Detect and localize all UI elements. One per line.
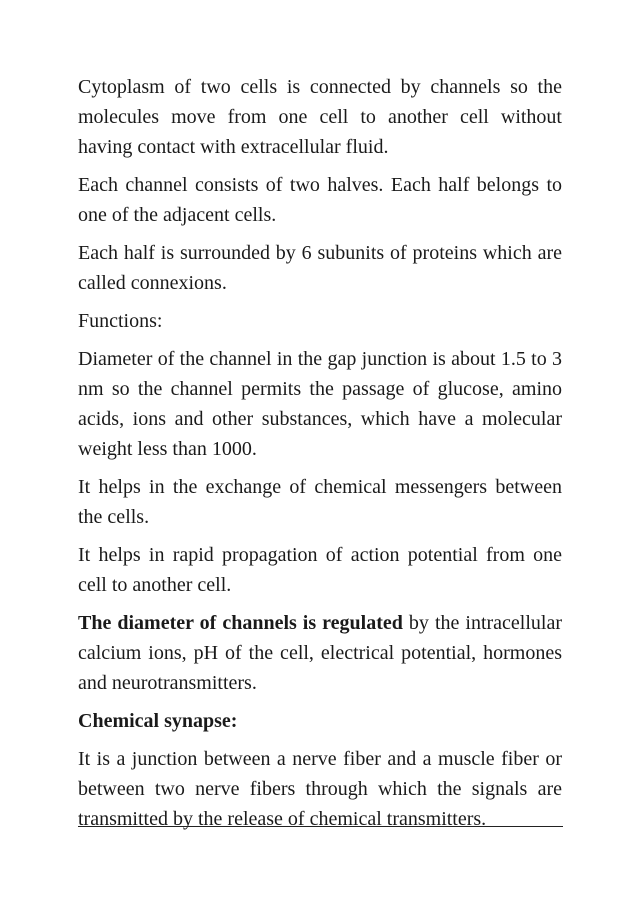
paragraph-cytoplasm: Cytoplasm of two cells is connected by channels so the molecules move from one cell to another cell without having contact with extracellular fluid. [78, 76, 562, 158]
page-body [78, 72, 562, 842]
paragraph-connexions: Each half is surrounded by 6 subunits of proteins which are called connexions. [78, 242, 562, 294]
paragraph-regulation [78, 608, 562, 698]
paragraph-chemical-synapse: It is a junction between a nerve fiber and a muscle fiber or between two nerve fibers through which the signals are transmitted by the release of chemical transmitters. [78, 748, 562, 830]
paragraph-messengers: It helps in the exchange of chemical messengers between the cells. [78, 476, 562, 528]
footer-rule [78, 826, 563, 827]
paragraph-propagation: It helps in rapid propagation of action potential from one cell to another cell. [78, 544, 562, 596]
paragraph-channel-halves: Each channel consists of two halves. Each half belongs to one of the adjacent cells. [78, 174, 562, 226]
regulation-bold-phrase: The diameter of channels is regulated [78, 612, 403, 634]
functions-label: Functions: [78, 310, 163, 332]
paragraph-diameter: Diameter of the channel in the gap junction is about 1.5 to 3 nm so the channel permits the passage of glucose, amino acids, ions and other substances, which have a molecular weight less than 1000. [78, 348, 562, 460]
section-heading-chemical-synapse: Chemical synapse: [78, 710, 238, 732]
regulation-rest: by the intracellular calcium ions, pH of the cell, electrical potential, hormones and neurotransmitters. [78, 612, 563, 694]
